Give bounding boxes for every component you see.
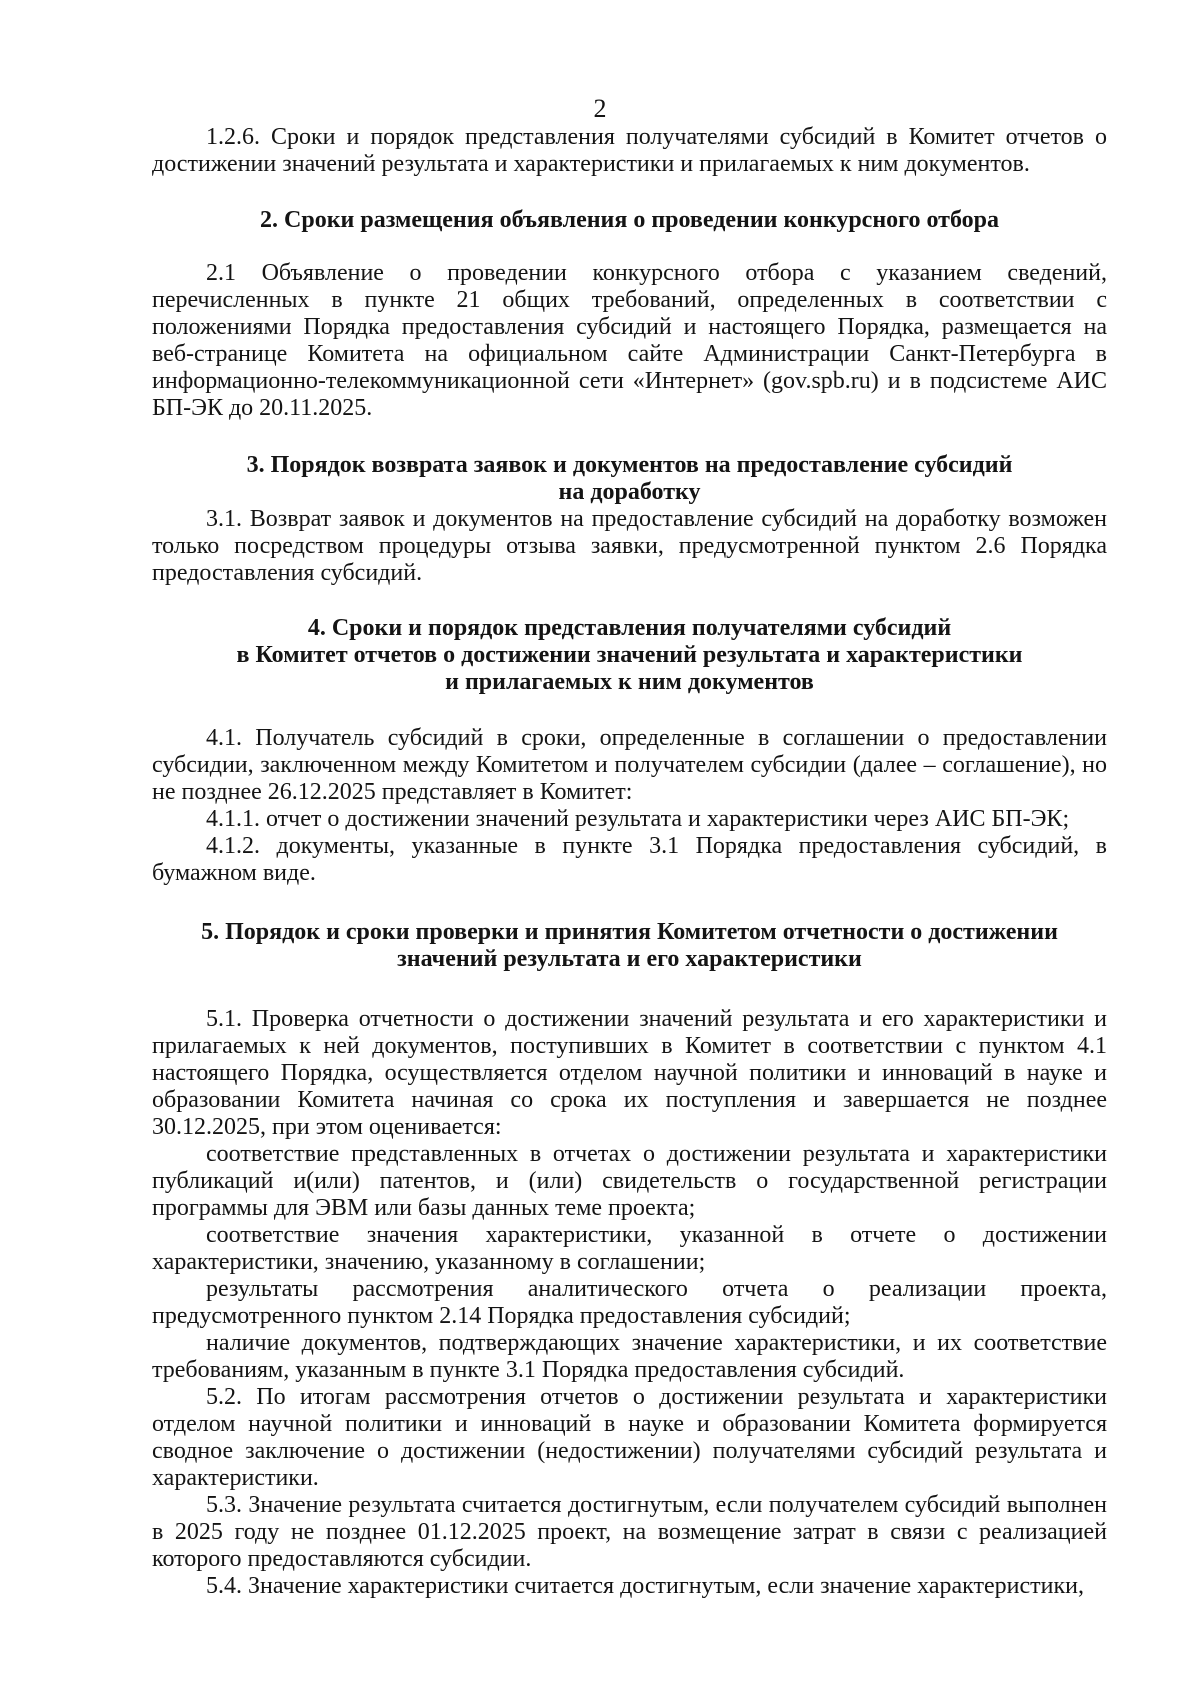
paragraph-2-1: 2.1 Объявление о проведении конкурсного отбора с указанием сведений, перечисленных в пункте 21 общих требований, определенных в соответствии с положениями Порядка предоставления субсидий и настоящего Порядка, размещается на веб-странице Комитета на официальном сайте Администрации Санкт-Петербурга в информационно-телекоммуникационной сети «Интернет» (gov.spb.ru) и в подсистеме АИС БП-ЭК до 20.11.2025. [152,260,1107,421]
paragraph-4-1: 4.1. Получатель субсидий в сроки, определенные в соглашении о предоставлении субсидии, заключенном между Комитетом и получателем субсидии (далее – соглашение), но не позднее 26.12.2025 представляет в Комитет: [152,725,1107,805]
paragraph-5-3: 5.3. Значение результата считается достигнутым, если получателем субсидий выполнен в 2025 году не позднее 01.12.2025 проект, на возмещение затрат в связи с реализацией которого предоставляются субсидии. [152,1492,1107,1572]
page-number: 2 [593,94,607,123]
paragraph-5-2: 5.2. По итогам рассмотрения отчетов о достижении результата и характеристики отделом научной политики и инноваций в науке и образовании Комитета формируется сводное заключение о достижении (недостижении) получателями субсидий результата и характеристики. [152,1384,1107,1491]
section-2-heading: 2. Сроки размещения объявления о проведении конкурсного отбора [260,207,999,233]
paragraph-4-1-1: 4.1.1. отчет о достижении значений результата и характеристики через АИС БП-ЭК; [206,806,1070,832]
section-4-heading [152,615,1107,696]
section-3-heading [152,452,1107,506]
section-4-heading-line-1: 4. Сроки и порядок представления получателями субсидий [307,615,952,641]
paragraph-5-1: 5.1. Проверка отчетности о достижении значений результата и его характеристики и прилагаемых к ней документов, поступивших в Комитет в соответствии с пунктом 4.1 настоящего Порядка, осуществляется отделом научной политики и инноваций в науке и образовании Комитета начиная со срока их поступления и завершается не позднее 30.12.2025, при этом оценивается: [152,1006,1107,1140]
paragraph-4-1-2: 4.1.2. документы, указанные в пункте 3.1 Порядка предоставления субсидий, в бумажном виде. [152,833,1107,886]
section-5-heading [152,919,1107,973]
paragraph-5-4: 5.4. Значение характеристики считается достигнутым, если значение характеристики, [206,1573,1084,1599]
document-body [152,124,1107,1600]
criteria-item-analytical-report: результаты рассмотрения аналитического отчета о реализации проекта, предусмотренного пунктом 2.14 Порядка предоставления субсидий; [152,1276,1107,1329]
paragraph-3-1: 3.1. Возврат заявок и документов на предоставление субсидий на доработку возможен только посредством процедуры отзыва заявки, предусмотренной пунктом 2.6 Порядка предоставления субсидий. [152,506,1107,586]
criteria-item-characteristic-value: соответствие значения характеристики, указанной в отчете о достижении характеристики, значению, указанному в соглашении; [152,1222,1107,1275]
criteria-item-publications: соответствие представленных в отчетах о достижении результата и характеристики публикаций и(или) патентов, и (или) свидетельств о государственной регистрации программы для ЭВМ или базы данных теме проекта; [152,1141,1107,1221]
section-3-heading-line-2: на доработку [558,479,701,505]
section-3-heading-line-1: 3. Порядок возврата заявок и документов на предоставление субсидий [246,452,1013,478]
section-4-heading-line-2: в Комитет отчетов о достижении значений результата и характеристики [236,642,1023,668]
paragraph-1-2-6: 1.2.6. Сроки и порядок представления получателями субсидий в Комитет отчетов о достижении значений результата и характеристики и прилагаемых к ним документов. [152,124,1107,177]
section-5-heading-line-2: значений результата и его характеристики [397,946,862,972]
criteria-item-documents: наличие документов, подтверждающих значение характеристики, и их соответствие требованиям, указанным в пункте 3.1 Порядка предоставления субсидий. [152,1330,1107,1383]
section-5-heading-line-1: 5. Порядок и сроки проверки и принятия Комитетом отчетности о достижении [201,919,1058,945]
section-4-heading-line-3: и прилагаемых к ним документов [445,669,814,695]
